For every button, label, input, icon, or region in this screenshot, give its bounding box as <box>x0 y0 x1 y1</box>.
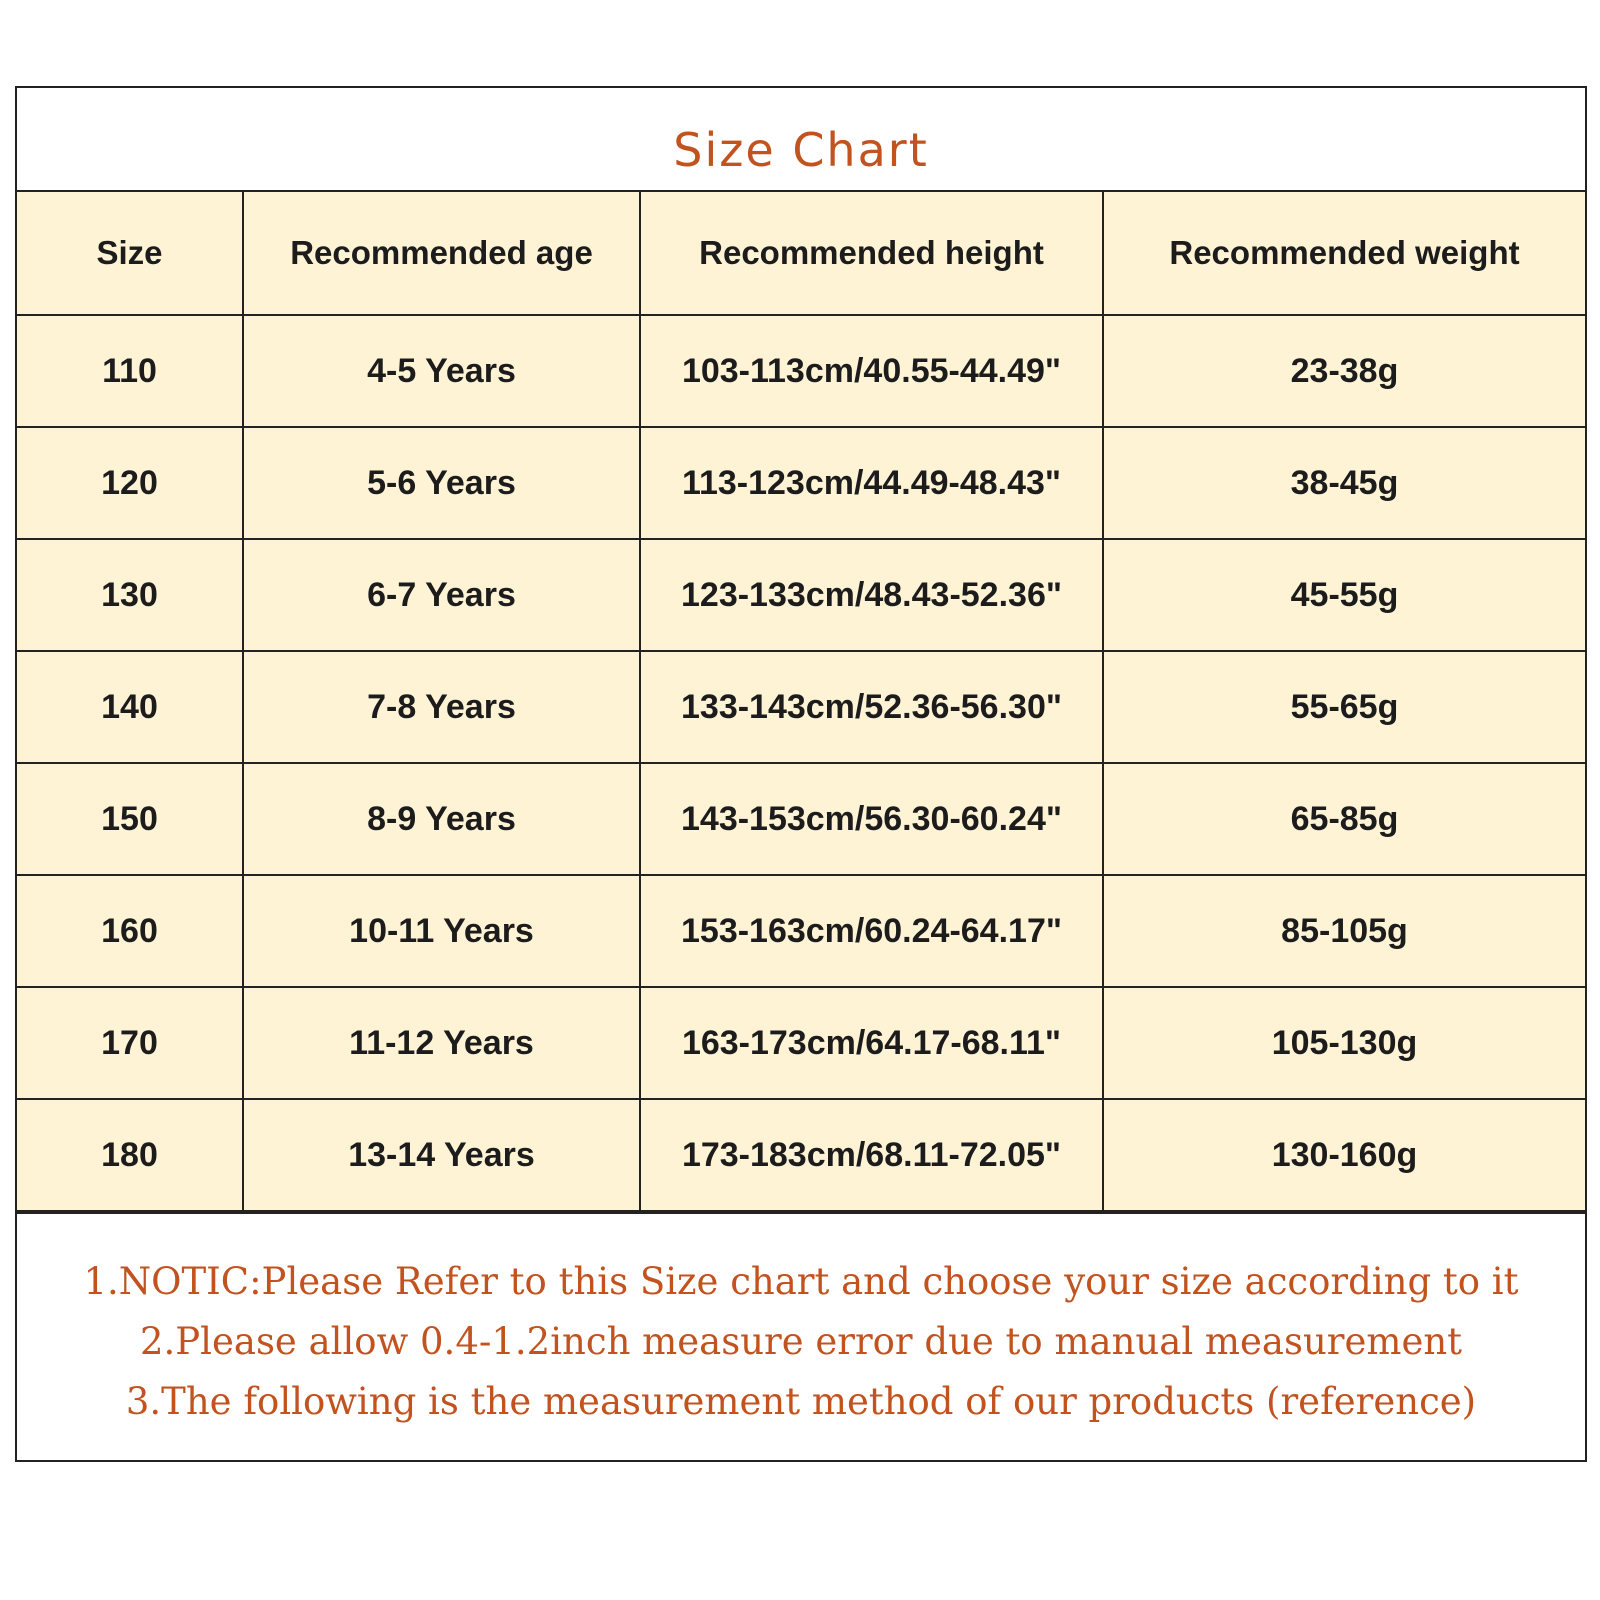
table-header-row <box>17 192 1585 315</box>
cell-height: 173-183cm/68.11-72.05" <box>640 1099 1103 1211</box>
cell-weight: 85-105g <box>1103 875 1585 987</box>
cell-age: 8-9 Years <box>243 763 640 875</box>
cell-size: 110 <box>17 315 243 427</box>
table-row <box>17 427 1585 539</box>
cell-age: 13-14 Years <box>243 1099 640 1211</box>
cell-height: 133-143cm/52.36-56.30" <box>640 651 1103 763</box>
header-recommended-weight: Recommended weight <box>1103 192 1585 315</box>
table-row <box>17 539 1585 651</box>
cell-size: 180 <box>17 1099 243 1211</box>
cell-weight: 105-130g <box>1103 987 1585 1099</box>
cell-size: 160 <box>17 875 243 987</box>
header-size: Size <box>17 192 243 315</box>
cell-weight: 23-38g <box>1103 315 1585 427</box>
note-line: 2.Please allow 0.4-1.2inch measure error due to manual measurement <box>139 1320 1463 1363</box>
cell-height: 153-163cm/60.24-64.17" <box>640 875 1103 987</box>
note-line: 1.NOTIC:Please Refer to this Size chart and choose your size according to it <box>83 1260 1519 1303</box>
cell-age: 11-12 Years <box>243 987 640 1099</box>
header-recommended-age: Recommended age <box>243 192 640 315</box>
table-row <box>17 651 1585 763</box>
cell-size: 170 <box>17 987 243 1099</box>
notes-section <box>17 1212 1585 1432</box>
table-row <box>17 987 1585 1099</box>
cell-height: 123-133cm/48.43-52.36" <box>640 539 1103 651</box>
cell-height: 143-153cm/56.30-60.24" <box>640 763 1103 875</box>
size-chart-title: Size Chart <box>17 88 1585 192</box>
note-line: 3.The following is the measurement method of our products (reference) <box>125 1380 1477 1423</box>
cell-weight: 45-55g <box>1103 539 1585 651</box>
cell-age: 6-7 Years <box>243 539 640 651</box>
cell-size: 140 <box>17 651 243 763</box>
table-row <box>17 875 1585 987</box>
cell-weight: 65-85g <box>1103 763 1585 875</box>
cell-size: 120 <box>17 427 243 539</box>
cell-height: 103-113cm/40.55-44.49" <box>640 315 1103 427</box>
cell-age: 10-11 Years <box>243 875 640 987</box>
cell-weight: 130-160g <box>1103 1099 1585 1211</box>
cell-size: 150 <box>17 763 243 875</box>
header-recommended-height: Recommended height <box>640 192 1103 315</box>
size-chart-frame <box>15 86 1587 1462</box>
cell-age: 5-6 Years <box>243 427 640 539</box>
table-row <box>17 1099 1585 1211</box>
cell-weight: 38-45g <box>1103 427 1585 539</box>
cell-height: 163-173cm/64.17-68.11" <box>640 987 1103 1099</box>
cell-age: 4-5 Years <box>243 315 640 427</box>
cell-size: 130 <box>17 539 243 651</box>
table-row <box>17 763 1585 875</box>
size-table <box>17 192 1585 1212</box>
cell-height: 113-123cm/44.49-48.43" <box>640 427 1103 539</box>
cell-age: 7-8 Years <box>243 651 640 763</box>
table-row <box>17 315 1585 427</box>
cell-weight: 55-65g <box>1103 651 1585 763</box>
